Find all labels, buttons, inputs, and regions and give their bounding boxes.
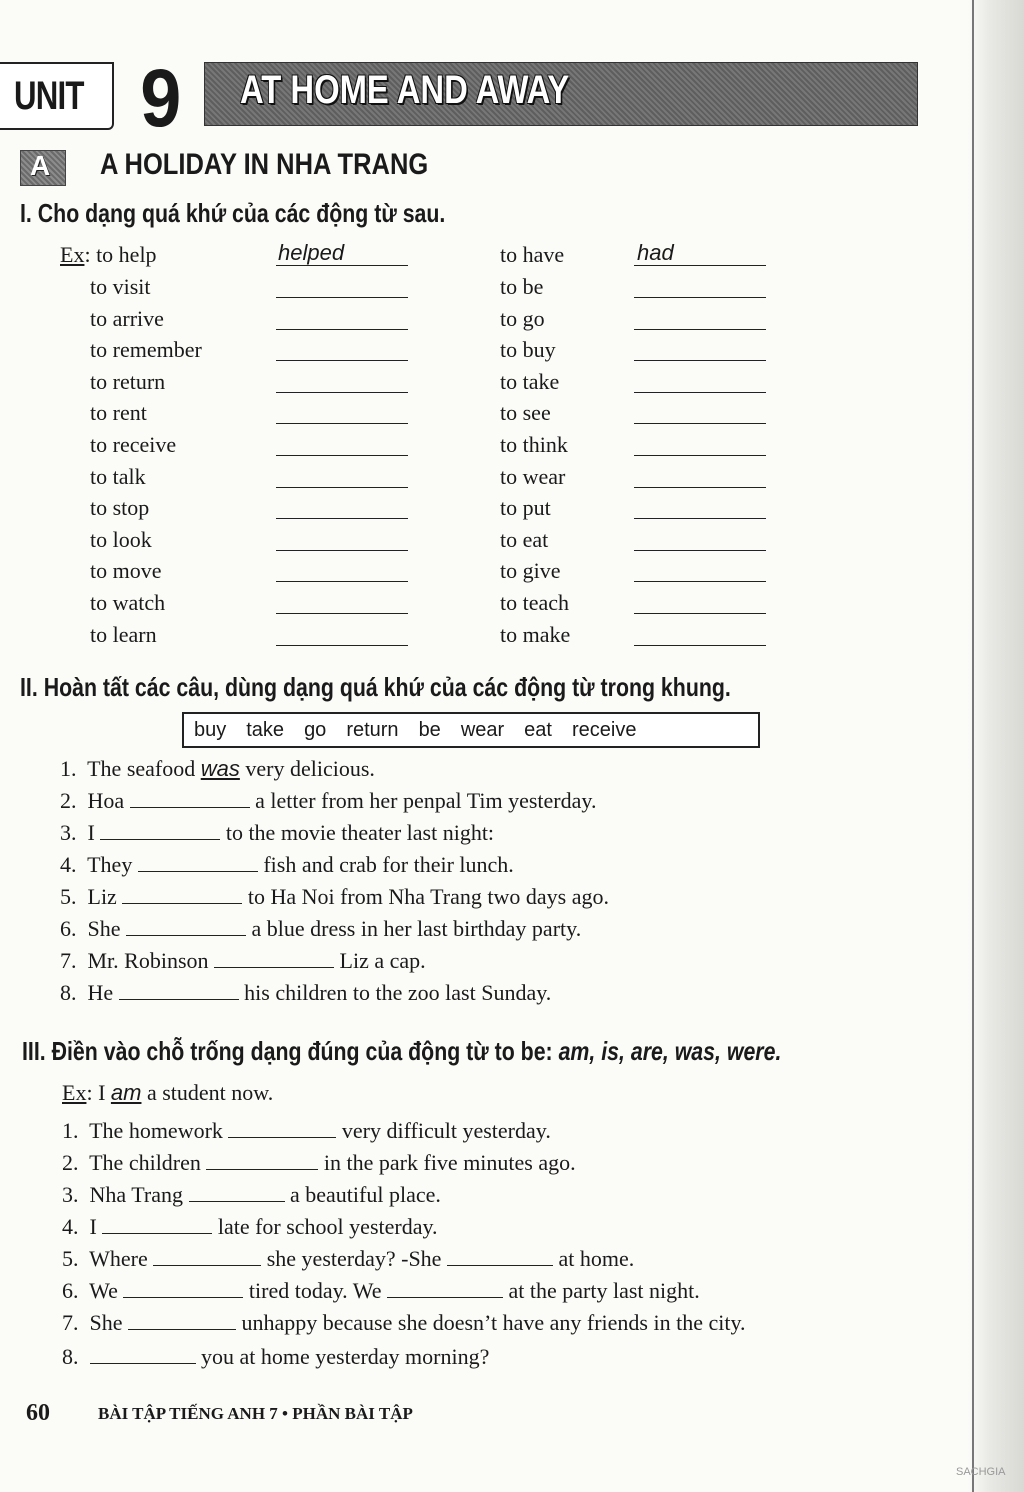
example-answer: am xyxy=(110,1080,142,1105)
part2-sentence-2 xyxy=(60,788,596,814)
verb-right: to put xyxy=(500,495,551,520)
answer-line[interactable] xyxy=(276,423,408,424)
sentence-text: fish and crab for their lunch. xyxy=(263,852,514,877)
answer-line[interactable] xyxy=(634,518,766,519)
answer-blank[interactable] xyxy=(447,1247,553,1266)
verb-left: to move xyxy=(90,558,162,583)
verb-left: to rent xyxy=(90,400,147,425)
answer-line[interactable] xyxy=(276,329,408,330)
answer-line[interactable] xyxy=(276,360,408,361)
book-title: BÀI TẬP TIẾNG ANH 7 • PHẦN BÀI TẬP xyxy=(98,1404,413,1423)
answer-line[interactable] xyxy=(634,455,766,456)
word-box-item: be xyxy=(418,718,441,741)
answer-blank[interactable] xyxy=(189,1183,285,1202)
verb-left: to stop xyxy=(90,495,150,520)
verb-left: to visit xyxy=(90,274,151,299)
part2-sentence-4 xyxy=(60,852,514,878)
verb-right: to buy xyxy=(500,337,556,362)
word-box-item: return xyxy=(346,718,399,741)
answer-blank[interactable] xyxy=(102,1215,212,1234)
part1-heading: I. Cho dạng quá khứ của các động từ sau. xyxy=(20,198,446,228)
word-box-item: receive xyxy=(571,718,637,741)
word-box-item: take xyxy=(246,718,285,741)
answer-line[interactable] xyxy=(276,645,408,646)
page-edge xyxy=(968,0,1024,1492)
sentence-text: He xyxy=(87,980,114,1005)
example-label: Ex xyxy=(60,242,85,267)
sentence-text: I xyxy=(87,820,95,845)
verb-right: to eat xyxy=(500,527,549,552)
answer-blank[interactable] xyxy=(100,821,220,840)
word-box-item: eat xyxy=(524,718,552,741)
sentence-text: She xyxy=(87,916,121,941)
sentence-text: Nha Trang xyxy=(89,1182,184,1207)
sentence-number: 6. xyxy=(60,916,77,941)
sentence-number: 4. xyxy=(60,852,77,877)
answer-line[interactable] xyxy=(634,613,766,614)
answer-blank[interactable] xyxy=(128,1311,236,1330)
part3-sentence-2 xyxy=(62,1150,576,1176)
answer-line[interactable] xyxy=(634,423,766,424)
answer-blank[interactable] xyxy=(387,1279,503,1298)
verb-right: to give xyxy=(500,558,561,583)
sentence-text: in the park five minutes ago. xyxy=(323,1150,576,1175)
sentence-text: unhappy because she doesn’t have any friends in the city. xyxy=(241,1310,746,1335)
part3-heading-text: III. Điền vào chỗ trống dạng đúng của động từ to be: xyxy=(22,1036,559,1066)
part3-sentence-7 xyxy=(62,1310,746,1336)
sentence-text: Liz xyxy=(87,884,117,909)
answer-line[interactable] xyxy=(634,297,766,298)
word-box-item: buy xyxy=(194,718,227,741)
answer-blank[interactable] xyxy=(123,1279,243,1298)
part2-sentence-8 xyxy=(60,980,551,1006)
example-text: a student now. xyxy=(146,1080,274,1105)
unit-title: AT HOME AND AWAY xyxy=(240,68,570,112)
part2-sentence-5 xyxy=(60,884,609,910)
sentence-answer: was xyxy=(200,756,240,781)
answer-line[interactable] xyxy=(276,518,408,519)
sentence-text: The seafood xyxy=(87,756,196,781)
answer-blank[interactable] xyxy=(214,949,334,968)
answer-line[interactable] xyxy=(634,329,766,330)
sentence-number: 5. xyxy=(60,884,77,909)
verb-left: to remember xyxy=(90,337,202,362)
part3-example xyxy=(62,1080,273,1106)
answer-line[interactable] xyxy=(276,613,408,614)
sentence-text: a blue dress in her last birthday party. xyxy=(251,916,582,941)
answer-line xyxy=(634,265,766,266)
answer-line[interactable] xyxy=(276,550,408,551)
answer-line[interactable] xyxy=(634,487,766,488)
sentence-number: 2. xyxy=(62,1150,79,1175)
verb-right: to be xyxy=(500,274,544,299)
sentence-text: to the movie theater last night: xyxy=(225,820,495,845)
answer-line[interactable] xyxy=(276,581,408,582)
answer-line[interactable] xyxy=(634,550,766,551)
answer-blank[interactable] xyxy=(138,853,258,872)
example-text: : I xyxy=(86,1080,106,1105)
example-verb: : to help xyxy=(84,242,157,267)
sentence-text: tired today. We xyxy=(248,1278,382,1303)
page-edge-line xyxy=(972,0,974,1492)
sentence-number: 4. xyxy=(62,1214,79,1239)
page-number: 60 xyxy=(26,1400,50,1426)
verb-right: to teach xyxy=(500,590,570,615)
answer-blank[interactable] xyxy=(119,981,239,1000)
sentence-number: 6. xyxy=(62,1278,79,1303)
sentence-text: you at home yesterday morning? xyxy=(201,1344,490,1369)
part2-sentence-7 xyxy=(60,948,426,974)
part3-heading-options: am, is, are, was, were. xyxy=(558,1036,782,1066)
sentence-number: 2. xyxy=(60,788,77,813)
unit-label: UNIT xyxy=(14,74,84,118)
part3-sentence-3 xyxy=(62,1182,441,1208)
watermark: SACHGIA xyxy=(956,1466,1006,1478)
word-box-item: go xyxy=(304,718,327,741)
sentence-number: 8. xyxy=(62,1344,79,1369)
answer-blank[interactable] xyxy=(122,885,242,904)
section-a-title: A HOLIDAY IN NHA TRANG xyxy=(100,148,429,181)
sentence-number: 1. xyxy=(60,756,77,781)
sentence-text: Liz a cap. xyxy=(339,948,426,973)
part3-heading xyxy=(22,1036,781,1067)
sentence-text: she yesterday? -She xyxy=(266,1246,442,1271)
sentence-text: Hoa xyxy=(87,788,125,813)
answer-line[interactable] xyxy=(634,581,766,582)
sentence-text: very difficult yesterday. xyxy=(341,1118,551,1143)
verb-left: to return xyxy=(90,369,166,394)
sentence-number: 7. xyxy=(60,948,77,973)
unit-number: 9 xyxy=(140,53,182,144)
answer-line xyxy=(276,265,408,266)
sentence-text: at the party last night. xyxy=(508,1278,700,1303)
part3-sentence-6 xyxy=(62,1278,700,1304)
sentence-text: Mr. Robinson xyxy=(87,948,209,973)
verb-right: to think xyxy=(500,432,568,457)
verb-left: to receive xyxy=(90,432,177,457)
sentence-text: They xyxy=(87,852,133,877)
sentence-number: 3. xyxy=(62,1182,79,1207)
example-answer-right: had xyxy=(637,240,674,265)
sentence-text: I xyxy=(89,1214,97,1239)
verb-right: to wear xyxy=(500,464,566,489)
answer-line[interactable] xyxy=(276,487,408,488)
sentence-text: She xyxy=(89,1310,123,1335)
verb-left: to learn xyxy=(90,622,157,647)
sentence-number: 7. xyxy=(62,1310,79,1335)
answer-line[interactable] xyxy=(634,360,766,361)
part1-example-left xyxy=(60,242,157,268)
sentence-text: Where xyxy=(89,1246,148,1271)
part3-sentence-5 xyxy=(62,1246,634,1272)
sentence-text: a beautiful place. xyxy=(290,1182,441,1207)
answer-line[interactable] xyxy=(276,392,408,393)
sentence-number: 5. xyxy=(62,1246,79,1271)
part2-sentence-6 xyxy=(60,916,581,942)
word-box xyxy=(182,712,760,748)
verb-right: to make xyxy=(500,622,571,647)
verb-left: to watch xyxy=(90,590,166,615)
sentence-text: very delicious. xyxy=(245,756,375,781)
sentence-text: The homework xyxy=(89,1118,223,1143)
answer-line[interactable] xyxy=(634,392,766,393)
part3-sentence-8 xyxy=(62,1344,489,1370)
sentence-number: 8. xyxy=(60,980,77,1005)
part2-heading: II. Hoàn tất các câu, dùng dạng quá khứ của các động từ trong khung. xyxy=(20,672,731,702)
sentence-text: his children to the zoo last Sunday. xyxy=(244,980,552,1005)
sentence-text: The children xyxy=(89,1150,201,1175)
verb-left: to look xyxy=(90,527,152,552)
sentence-number: 1. xyxy=(62,1118,79,1143)
part1-example-right-verb: to have xyxy=(500,242,565,267)
answer-blank[interactable] xyxy=(90,1345,196,1364)
example-answer-left: helped xyxy=(278,240,345,265)
section-a-letter: A xyxy=(30,150,51,181)
answer-line[interactable] xyxy=(634,645,766,646)
word-box-item: wear xyxy=(460,718,505,741)
answer-blank[interactable] xyxy=(153,1247,261,1266)
answer-blank[interactable] xyxy=(130,789,250,808)
part3-sentence-1 xyxy=(62,1118,551,1144)
sentence-text: to Ha Noi from Nha Trang two days ago. xyxy=(247,884,609,909)
sentence-number: 3. xyxy=(60,820,77,845)
part3-sentence-4 xyxy=(62,1214,438,1240)
verb-left: to talk xyxy=(90,464,146,489)
answer-line[interactable] xyxy=(276,297,408,298)
sentence-text: We xyxy=(89,1278,118,1303)
answer-blank[interactable] xyxy=(126,917,246,936)
sentence-text: late for school yesterday. xyxy=(217,1214,438,1239)
example-label: Ex xyxy=(62,1080,87,1105)
part2-sentence-1 xyxy=(60,756,375,782)
verb-right: to see xyxy=(500,400,551,425)
answer-blank[interactable] xyxy=(206,1151,318,1170)
verb-right: to take xyxy=(500,369,560,394)
verb-left: to arrive xyxy=(90,306,164,331)
part2-sentence-3 xyxy=(60,820,494,846)
sentence-text: a letter from her penpal Tim yesterday. xyxy=(255,788,597,813)
verb-right: to go xyxy=(500,306,545,331)
answer-line[interactable] xyxy=(276,455,408,456)
sentence-text: at home. xyxy=(558,1246,635,1271)
answer-blank[interactable] xyxy=(228,1119,336,1138)
